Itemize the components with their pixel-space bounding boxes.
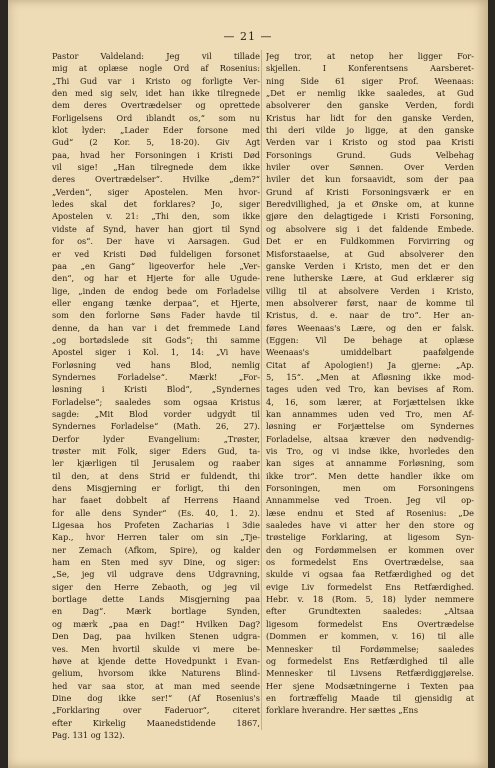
text-line: Verden var i Kristo og stod paa Kristi xyxy=(266,137,474,148)
text-line: dens Misgjerning er forligt, thi den xyxy=(52,483,260,494)
text-line: Misforstaaelse, at Gud absolverer den xyxy=(266,248,474,259)
text-line: Pag. 131 og 132). xyxy=(52,729,125,740)
text-line: vidste af Synd, haver han gjort til Synd xyxy=(52,223,260,234)
text-line: en Dag“. Mærk bortlage Synden, xyxy=(52,606,260,617)
text-line: hed var saa stor, at man med seende xyxy=(52,680,260,691)
text-line: evige Liv formedelst Ens Retfærdighed. xyxy=(266,581,474,592)
text-line: Mennesker til Fordømmelse; saaledes xyxy=(266,643,474,654)
text-line: Ligesaa hos Profeten Zacharias i 3die xyxy=(52,520,260,531)
text-line: den“, og har et Hjerte for alle Ugude- xyxy=(52,273,260,284)
left-column xyxy=(52,50,260,741)
text-line: den med sig selv, idet han ikke tilregnede xyxy=(52,88,260,99)
text-line: denne, da han var i det fremmede Land xyxy=(52,322,260,333)
text-line: klot lyder: „Lader Eder forsone med xyxy=(52,125,260,136)
text-line: til den, at dens Strid er fuldendt, thi xyxy=(52,470,260,481)
text-line: ganske Verden i Kristo, men det er den xyxy=(266,260,474,271)
text-line: ner Zemach (Afkom, Spire), og kalder xyxy=(52,544,260,555)
text-line: „og bortødslede sit Gods“; thi samme xyxy=(52,334,260,345)
text-line: og formedelst Ens Retfærdighed til alle xyxy=(266,655,474,666)
text-line: thi deri vilde jo ligge, at den ganske xyxy=(266,125,474,136)
text-line: hviler det kun forsaavidt, som der paa xyxy=(266,174,474,185)
text-line: for alle dens Synder“ (Es. 40, 1. 2). xyxy=(52,507,260,518)
text-line: og mærk „paa en Dag!“ Hvilken Dag? xyxy=(52,618,260,629)
text-line: „Thi Gud var i Kristo og forligte Ver- xyxy=(52,75,260,86)
text-line: Forløsning ved hans Blod, nemlig xyxy=(52,359,260,370)
right-column xyxy=(266,50,474,717)
text-line: hviler over Sønnen. Over Verden xyxy=(266,162,474,173)
text-line: Syndernes Forladelse“ (Math. 26, 27). xyxy=(52,421,260,432)
text-line: siger den Herre Zebaoth, og jeg vil xyxy=(52,581,260,592)
text-line: efter Grundtexten saaledes: „Altsaa xyxy=(266,606,474,617)
text-line: vis Tro, og vi indse ikke, hvorledes den xyxy=(266,446,474,456)
text-line: efter Kirkelig Maanedstidende 1867, xyxy=(52,717,260,728)
text-line: Grund af Kristi Forsoningsværk er en xyxy=(266,186,474,197)
text-line: Kristus har lidt for den ganske Verden, xyxy=(266,112,474,123)
text-line: Annammelse ved Troen. Jeg vil op- xyxy=(266,495,474,506)
text-line: sagde: „Mit Blod vorder udgydt til xyxy=(52,408,260,419)
text-line: absolverer den ganske Verden, fordi xyxy=(266,100,474,111)
text-line: ves. Men hvortil skulde vi mere be- xyxy=(52,643,260,654)
text-line: læse endnu et Sted af Rosenius: „De xyxy=(266,507,474,518)
text-line: skjellen. I Konferentsens Aarsberet- xyxy=(266,63,474,74)
page-number: — 21 — xyxy=(223,30,273,43)
text-line: løsning er Forjættelse om Syndernes xyxy=(266,421,474,432)
text-line: Gud“ (2 Kor. 5, 18-20). Giv Agt xyxy=(52,137,260,148)
text-line: Beredvillighed, ja et Ønske om, at kunne xyxy=(266,199,474,210)
text-line: Syndernes Forladelse“. Mærk! „For- xyxy=(52,371,260,382)
text-line: Kristus, d. e. naar de tro“. Her an- xyxy=(266,310,474,321)
text-line: Apostel siger i Kol. 1, 14: „Vi have xyxy=(52,347,260,358)
text-line: kan siges at annamme Forløsning, som xyxy=(266,458,474,469)
text-line: ham en Sten med syv Dine, og siger: xyxy=(52,557,260,568)
text-line: mig at oplæse nogle Ord af Rosenius: xyxy=(52,63,260,74)
text-line: ligesom formedelst Ens Overtrædelse xyxy=(266,618,474,629)
text-line: Citat af Apologien!) Ja gjerne: „Ap. xyxy=(266,359,474,370)
text-line: trøstelige Forklaring, at ligesom Syn- xyxy=(266,532,474,543)
text-line: høve at kjende dette Hovedpunkt i Evan- xyxy=(52,655,260,666)
text-line: dem deres Overtrædelser og oprettede xyxy=(52,100,260,111)
text-line: Forladelse“; saaledes som ogsaa Kristus xyxy=(52,396,260,407)
text-line: Her sjene Modsætningerne i Texten paa xyxy=(266,680,474,691)
text-line: saaledes have vi atter her den store og xyxy=(266,520,474,531)
text-line: føres Weenaas's Lære, og den er falsk. xyxy=(266,322,474,333)
text-line: villig til at absolvere Verden i Kristo, xyxy=(266,285,474,296)
text-line: som den forlorne Søns Fader havde til xyxy=(52,310,260,321)
text-line: kan annammes uden ved Tro, men Af- xyxy=(266,408,474,419)
book-page xyxy=(8,0,488,768)
text-line: os formedelst Ens Overtrædelse, saa xyxy=(266,557,474,568)
text-line: tages uden ved Tro, kan bevises af Rom. xyxy=(266,384,474,395)
text-line: ledes skal det forklares? Jo, siger xyxy=(52,199,260,210)
text-line: Forsonings Grund. Guds Velbehag xyxy=(266,149,474,160)
text-line: for os“. Der have vi Aarsagen. Gud xyxy=(52,236,260,247)
text-line: gelium, hvorsom ikke Naturens Blind- xyxy=(52,668,260,679)
text-line: Apostelen v. 21: „Thi den, som ikke xyxy=(52,211,260,222)
text-line: Det er en Fuldkommen Forvirring og xyxy=(266,236,474,247)
text-line: deres Overtrædelser“. Hvilke „dem?“ xyxy=(52,174,260,185)
text-line: 5, 15“. „Men at Afløsning ikke mod- xyxy=(266,371,474,382)
text-line: Forsoningen, men om Forsoningens xyxy=(266,483,474,494)
text-line: en fortræffelig Maade til gjensidig at xyxy=(266,692,474,703)
text-line: paa, hvad her Forsoningen i Kristi Død xyxy=(52,149,260,160)
text-line: Jeg tror, at netop her ligger For- xyxy=(266,51,474,61)
text-line: den og Fordømmelsen er kommen over xyxy=(266,544,474,555)
text-line: Kap., hvor Herren taler om sin „Tje- xyxy=(52,532,260,543)
text-line: paa „en Gang“ ligeoverfor hele „Ver- xyxy=(52,260,260,271)
text-line: bortlage dette Lands Misgjerning paa xyxy=(52,594,260,605)
text-line: ikke tror“. Men dette handler ikke om xyxy=(266,470,474,481)
text-line: og absolvere sig i det faldende Embede. xyxy=(266,223,474,234)
text-line: „Se, jeg vil udgrave dens Udgravning, xyxy=(52,569,260,580)
text-line: 4, 16, som lærer, at Forjættelsen ikke xyxy=(266,396,474,407)
text-line: har faaet dobbelt af Herrens Haand xyxy=(52,495,260,506)
text-line: vil sige! „Han tilregnede dem ikke xyxy=(52,162,260,173)
text-line: Forladelse, altsaa kræver den nødvendig- xyxy=(266,433,474,444)
text-line: Den Dag, paa hvilken Stenen udgra- xyxy=(52,631,260,642)
column-divider xyxy=(261,50,262,730)
text-line: lige, „inden de endog bede om Forladelse xyxy=(52,285,260,296)
text-line: Dine dog ikke ser!“ (Af Rosenius's xyxy=(52,692,260,703)
text-line: „Det er nemlig ikke saaledes, at Gud xyxy=(266,88,474,99)
text-line: (Dommen er kommen, v. 16) til alle xyxy=(266,631,474,642)
text-line: men absolverer først, naar de komme til xyxy=(266,297,474,308)
text-line: eller engang tænke derpaa“, et Hjerte, xyxy=(52,297,260,308)
text-line: gjøre den delagtigede i Kristi Forsoning, xyxy=(266,211,474,222)
text-line: Weenaas's umiddelbart paafølgende xyxy=(266,347,474,358)
text-line: „Verden“, siger Apostelen. Men hvor- xyxy=(52,186,260,197)
text-line: løsning i Kristi Blod“, „Syndernes xyxy=(52,384,260,395)
text-line: er ved Kristi Død fuldeligen forsonet xyxy=(52,248,260,259)
text-line: Forligelsens Ord iblandt os,“ som nu xyxy=(52,112,260,123)
text-line: Pastor Valdeland: Jeg vil tillade xyxy=(52,51,260,61)
text-line: ning Side 61 siger Prof. Weenaas: xyxy=(266,75,474,86)
text-line: forklare hverandre. Her sættes „Ens xyxy=(266,705,419,716)
text-line: (Eggen: Vil De behage at oplæse xyxy=(266,334,474,345)
text-line: „Forklaring over Faderuor“, citeret xyxy=(52,705,260,716)
text-line: Mennesker til Livsens Retfærdiggjørelse. xyxy=(266,668,474,679)
text-line: ler kjærligen til Jerusalem og raaber xyxy=(52,458,260,469)
text-line: skulde vi ogsaa faa Retfærdighed og det xyxy=(266,569,474,580)
text-line: Derfor lyder Evangelium: „Trøster, xyxy=(52,433,260,444)
text-line: trøster mit Folk, siger Eders Gud, ta- xyxy=(52,446,260,456)
text-line: rene lutherske Lære, at Gud erklærer sig xyxy=(266,273,474,284)
text-line: Hebr. v. 18 (Rom. 5, 18) lyder nemmere xyxy=(266,594,474,605)
